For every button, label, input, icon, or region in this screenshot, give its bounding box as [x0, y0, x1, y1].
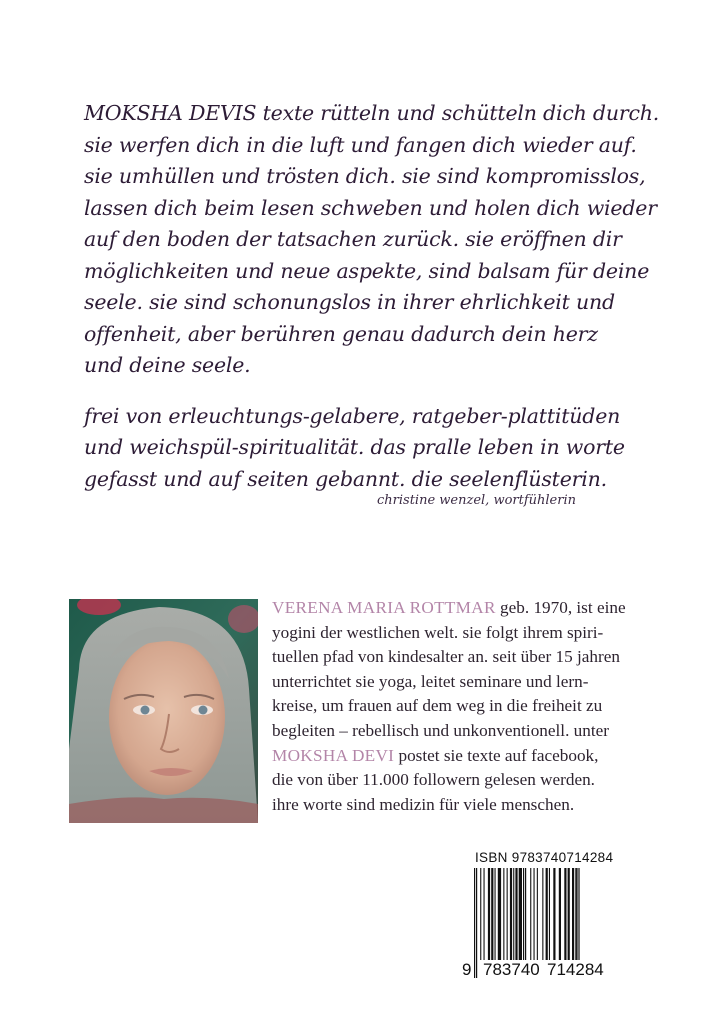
barcode-bar: [534, 868, 535, 960]
pen-name: MOKSHA DEVI: [272, 745, 395, 765]
bio-line: begleiten – rebellisch und unkonventionell. unter: [272, 720, 609, 740]
bio-line: yogini der westlichen welt. sie folgt ihrem spiri-: [272, 622, 604, 642]
barcode-bar: [572, 868, 574, 960]
blurb-paragraph-1: [84, 98, 664, 382]
blurb-line: und deine seele.: [84, 353, 251, 377]
bio-text: geb. 1970, ist eine: [495, 598, 626, 617]
barcode-bar: [498, 868, 501, 960]
barcode-bar: [546, 868, 548, 960]
barcode-bar: [480, 868, 481, 960]
blurb-paragraph-2: [84, 401, 664, 496]
barcode-bar: [575, 868, 576, 960]
barcode-digit-first: 9: [462, 960, 472, 979]
blurb-line: auf den boden der tatsachen zurück. sie eröffnen dir: [84, 227, 622, 251]
barcode-guard-bar: [474, 868, 475, 978]
barcode-bar: [542, 868, 543, 960]
barcode-bar: [513, 868, 514, 960]
blurb-quote: [84, 98, 664, 495]
barcode-guard-bar: [476, 868, 477, 978]
blurb-line: frei von erleuchtungs-gelabere, ratgeber-plattitüden: [84, 403, 621, 428]
blurb-line: seele. sie sind schonungslos in ihrer ehrlichkeit und: [84, 290, 615, 314]
blurb-line: MOKSHA DEVIS texte rütteln und schütteln dich durch.: [84, 101, 660, 125]
barcode-bar: [564, 868, 566, 960]
bio-text: postet sie texte auf facebook,: [394, 745, 599, 765]
author-photo: [69, 599, 258, 823]
blurb-line: lassen dich beim lesen schweben und holen dich wieder: [84, 195, 657, 220]
bio-line: [272, 596, 672, 621]
barcode-bar: [484, 868, 485, 960]
author-bio: [272, 596, 672, 817]
blurb-line: gefasst und auf seiten gebannt. die seelenflüsterin.: [84, 466, 607, 491]
isbn-label: ISBN 9783740714284: [475, 850, 614, 865]
blurb-line: sie umhüllen und trösten dich. sie sind kompromisslos,: [84, 164, 646, 188]
bio-line: ihre worte sind medizin für viele menschen.: [272, 794, 575, 814]
bio-line: unterrichtet sie yoga, leitet seminare und lern-: [272, 671, 589, 691]
barcode-bar: [519, 868, 522, 960]
author-name: VERENA MARIA ROTTMAR: [272, 598, 496, 617]
barcode-bar: [488, 868, 490, 960]
portrait-photo-icon: [69, 599, 258, 823]
bio-line: tuellen pfad von kindesalter an. seit über 15 jahren: [272, 647, 620, 667]
blurb-attribution: christine wenzel, wortfühlerin: [377, 493, 576, 508]
barcode-bar: [559, 868, 561, 960]
barcode-bar: [537, 868, 538, 960]
barcode-bar: [503, 868, 504, 960]
barcode-bar: [507, 868, 508, 960]
barcode-bar: [553, 868, 555, 960]
bio-line: [272, 744, 672, 769]
barcode-digit-group-1: 783740: [483, 960, 540, 979]
barcode-bar: [530, 868, 531, 960]
blurb-line: offenheit, aber berühren genau dadurch dein herz: [84, 321, 598, 346]
barcode-bar: [549, 868, 550, 960]
barcode-bar: [568, 868, 570, 960]
barcode-bar: [510, 868, 512, 960]
barcode-bar: [495, 868, 496, 960]
bio-line: kreise, um frauen auf dem weg in die freiheit zu: [272, 696, 603, 716]
barcode-bar: [515, 868, 517, 960]
blurb-line: möglichkeiten und neue aspekte, sind balsam für deine: [84, 258, 650, 283]
bio-line: die von über 11.000 followern gelesen werden.: [272, 770, 595, 790]
blurb-line: und weichspül-spiritualität. das pralle leben in worte: [84, 435, 625, 459]
barcode-bar: [491, 868, 493, 960]
blurb-line: sie werfen dich in die luft und fangen dich wieder auf.: [84, 132, 637, 157]
barcode-digit-group-2: 714284: [547, 960, 604, 979]
